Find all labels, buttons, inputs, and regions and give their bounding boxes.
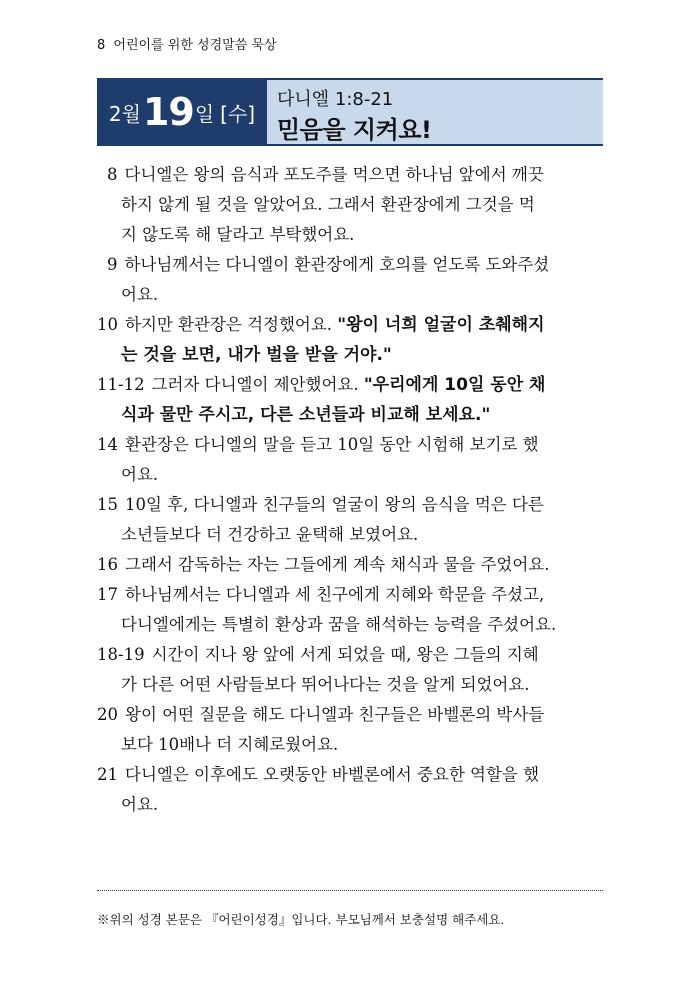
verse-line: 어요. — [121, 285, 159, 304]
verse-number: 21 — [97, 765, 118, 784]
verse-line: 환관장은 다니엘의 말을 듣고 10일 동안 시험해 보기로 했 — [125, 435, 539, 454]
verse-line: 어요. — [121, 795, 159, 814]
day-label: 일 — [194, 101, 215, 126]
verse-line: 시간이 지나 왕 앞에 서게 되었을 때, 왕은 그들의 지혜 — [151, 645, 539, 664]
day-number: 19 — [142, 90, 194, 134]
verse-18-19 — [97, 640, 603, 700]
verse-number: 17 — [97, 585, 118, 604]
verse-line: 어요. — [121, 465, 159, 484]
scripture-body — [97, 160, 603, 820]
verse-number: 10 — [97, 315, 118, 334]
verse-line: 가 다른 어떤 사람들보다 뛰어나다는 것을 알게 되었어요. — [121, 675, 530, 694]
verse-number: 20 — [97, 705, 118, 724]
footnote-divider — [97, 890, 603, 891]
verse-9 — [97, 250, 603, 310]
verse-number: 8 — [107, 165, 118, 184]
weekday-label: [수] — [220, 101, 256, 126]
verse-21 — [97, 760, 603, 820]
book-title: 어린이를 위한 성경말씀 묵상 — [113, 38, 277, 53]
verse-line: 소년들보다 더 건강하고 윤택해 보였어요. — [121, 525, 419, 544]
verse-14 — [97, 430, 603, 490]
theme-title: 믿음을 지켜요! — [277, 116, 432, 144]
page-number: 8 — [97, 38, 106, 53]
verse-quote: 는 것을 보면, 내가 벌을 받을 거야." — [121, 345, 392, 365]
verse-line: 보다 10배나 더 지혜로웠어요. — [121, 735, 339, 754]
verse-20 — [97, 700, 603, 760]
verse-number: 18-19 — [97, 645, 145, 664]
scripture-reference: 다니엘 1:8-21 — [277, 89, 394, 110]
day-banner — [97, 78, 603, 146]
verse-line: 왕이 어떤 질문을 해도 다니엘과 친구들은 바벨론의 박사들 — [125, 705, 545, 724]
verse-number: 15 — [97, 495, 118, 514]
verse-15 — [97, 490, 603, 550]
verse-number: 16 — [97, 555, 118, 574]
verse-text: 그러자 다니엘이 제안했어요. — [151, 375, 364, 394]
verse-text: 하지만 환관장은 걱정했어요. — [125, 315, 338, 334]
verse-quote: "우리에게 10일 동안 채 — [363, 375, 546, 395]
running-header — [97, 34, 277, 53]
verse-line: 하나님께서는 다니엘과 세 친구에게 지혜와 학문을 주셨고, — [125, 585, 545, 604]
verse-line: 다니엘은 왕의 음식과 포도주를 먹으면 하나님 앞에서 깨끗 — [124, 165, 544, 184]
date-box — [97, 78, 267, 146]
verse-10 — [97, 310, 603, 370]
verse-8 — [97, 160, 603, 250]
verse-line: 그래서 감독하는 자는 그들에게 계속 채식과 물을 주었어요. — [125, 555, 550, 574]
verse-line: 지 않도록 해 달라고 부탁했어요. — [121, 225, 355, 244]
verse-line: 하나님께서는 다니엘이 환관장에게 호의를 얻도록 도와주셨 — [124, 255, 550, 274]
verse-line: 하지 않게 될 것을 알았어요. 그래서 환관장에게 그것을 먹 — [121, 195, 535, 214]
verse-number: 11-12 — [97, 375, 145, 394]
verse-16 — [97, 550, 603, 580]
month-label: 2월 — [108, 101, 141, 126]
verse-17 — [97, 580, 603, 640]
verse-line: 10일 후, 다니엘과 친구들의 얼굴이 왕의 음식을 먹은 다른 — [125, 495, 544, 514]
verse-number: 9 — [107, 255, 118, 274]
verse-line: 다니엘에게는 특별히 환상과 꿈을 해석하는 능력을 주셨어요. — [121, 615, 557, 634]
verse-line: 다니엘은 이후에도 오랫동안 바벨론에서 중요한 역할을 했 — [125, 765, 540, 784]
verse-quote: 식과 물만 주시고, 다른 소년들과 비교해 보세요." — [121, 405, 491, 425]
verse-quote: "왕이 너희 얼굴이 초췌해지 — [337, 315, 545, 335]
verse-number: 14 — [97, 435, 118, 454]
footnote: ※위의 성경 본문은 『어린이성경』입니다. 부모님께서 보충설명 해주세요. — [97, 912, 505, 927]
verse-11-12 — [97, 370, 603, 430]
